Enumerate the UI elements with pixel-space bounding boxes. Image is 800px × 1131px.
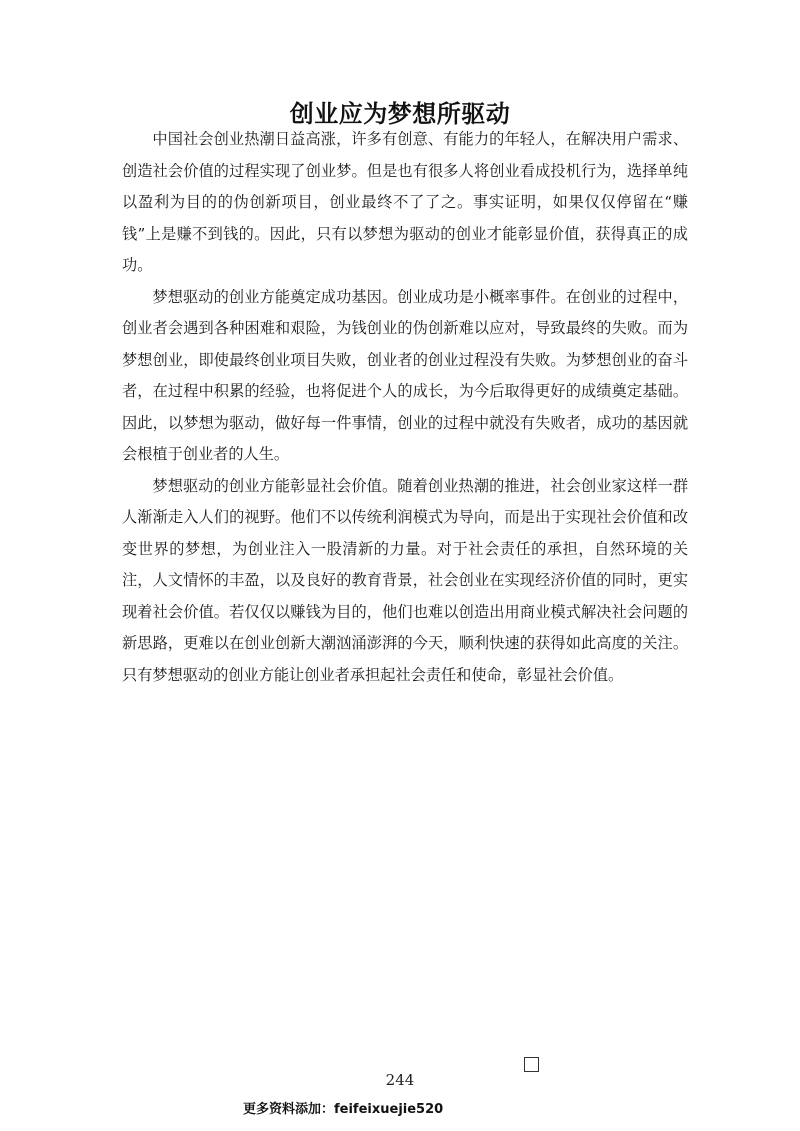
document-title: 创业应为梦想所驱动 [289,100,511,129]
footer-note: 更多资料添加：feifeixuejie520 [243,1102,444,1117]
paragraph-3: 梦想驱动的创业方能彰显社会价值。随着创业热潮的推进，社会创业家这样一群人渐渐走入人们的视野。他们不以传统利润模式为导向，而是出于实现社会价值和改变世界的梦想，为创业注入一股清新的力量。对于社会责任的承担，自然环境的关注，人文情怀的丰盈，以及良好的教育背景，社会创业在实现经济价值的同时，更实现着社会价值。若仅仅以赚钱为目的，他们也难以创造出用商业模式解决社会问题的新思路，更难以在创业创新大潮汹涌澎湃的今天，顺利快速的获得如此高度的关注。只有梦想驱动的创业方能让创业者承担起社会责任和使命，彰显社会价值。 [122,476,688,684]
paragraph-1: 中国社会创业热潮日益高涨，许多有创意、有能力的年轻人，在解决用户需求、创造社会价值的过程实现了创业梦。但是也有很多人将创业看成投机行为，选择单纯以盈利为目的的伪创新项目，创业最终不了了之。事实证明，如果仅仅停留在“赚钱”上是赚不到钱的。因此，只有以梦想为驱动的创业才能彰显价值，获得真正的成功。 [122,130,688,274]
document-body [122,124,688,691]
page-number: 244 [385,1071,415,1089]
paragraph-2: 梦想驱动的创业方能奠定成功基因。创业成功是小概率事件。在创业的过程中，创业者会遇到各种困难和艰险，为钱创业的伪创新难以应对，导致最终的失败。而为梦想创业，即使最终创业项目失败，创业者的创业过程没有失败。为梦想创业的奋斗者，在过程中积累的经验，也将促进个人的成长，为今后取得更好的成绩奠定基础。因此，以梦想为驱动，做好每一件事情，创业的过程中就没有失败者，成功的基因就会根植于创业者的人生。 [122,287,688,463]
